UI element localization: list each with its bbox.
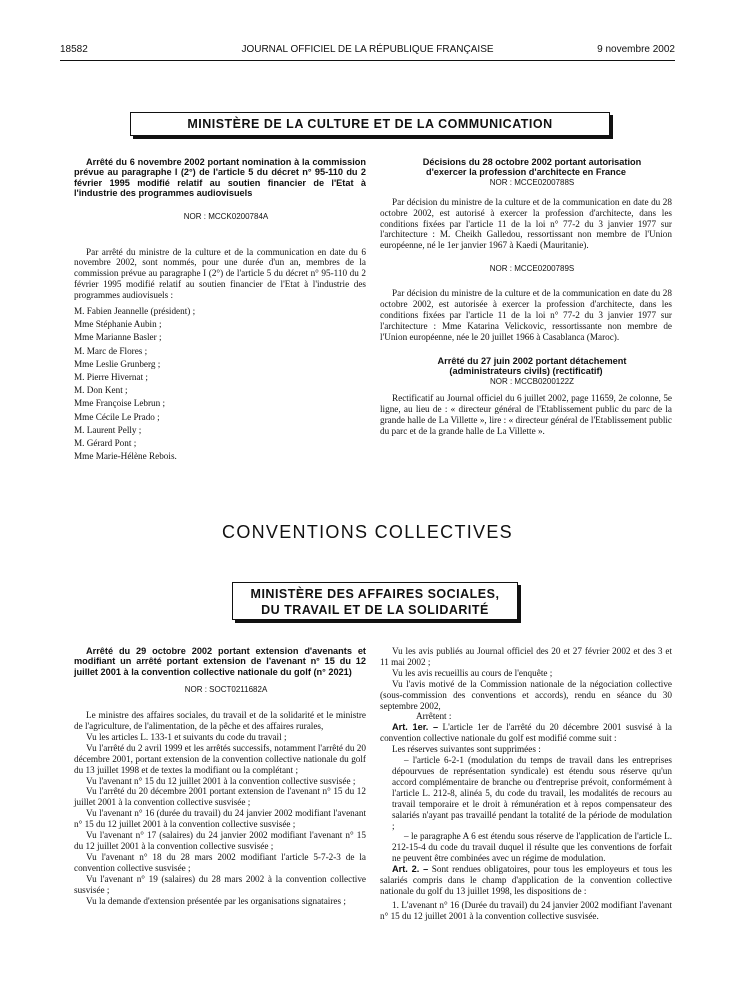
reserve-item: – le paragraphe A 6 est étendu sous réserve de l'application de l'article L. 212-15-4 du code du travail duquel il résulte que les conventions de forfait ne peuvent être combinées avec un régime de modulation. (392, 831, 672, 864)
visa-paragraph: Le ministre des affaires sociales, du travail et de la solidarité et le ministre de l'agriculture, de l'alimentation, de la pêche et des affaires rurales, (74, 710, 366, 732)
article-1-label: Art. 1er. – (392, 722, 439, 733)
nor-reference: NOR : MCCE0200789S (489, 264, 575, 274)
visa-paragraph: Vu l'avenant n° 16 (durée du travail) du 24 janvier 2002 modifiant l'avenant n° 15 du 12 juillet 2001 à la convention collective susvisée ; (74, 808, 366, 830)
visa-paragraph: Vu l'avenant n° 15 du 12 juillet 2001 à la convention collective susvisée ; (86, 775, 356, 786)
decree-title-extension: Arrêté du 29 octobre 2002 portant extension d'avenants et modifiant un arrêté portant extension de l'avenant n° 15 du 12 juillet 2001 à la convention collective nationale du golf (n° 2021) (74, 646, 366, 677)
visa-paragraph: Vu les avis publiés au Journal officiel des 20 et 27 février 2002 et des 3 et 11 mai 2002 ; (380, 646, 672, 667)
extended-item: 1. L'avenant n° 16 (Durée du travail) du 24 janvier 2002 modifiant l'avenant n° 15 du 12 juillet 2001 à la convention collective susvisée. (380, 899, 672, 921)
article-2-text: Sont rendues obligatoires, pour tous les employeurs et tous les salariés compris dans le champ d'application de la convention collective nationale du golf du 13 juillet 1998, les dispositions de : (380, 864, 673, 896)
member-name: Mme Marie-Hélène Rebois. (74, 451, 177, 462)
member-name: Mme Stéphanie Aubin ; (74, 319, 162, 330)
decision-title-architecte: Décisions du 28 octobre 2002 portant autorisation d'exercer la profession d'architecte en France (422, 157, 642, 178)
member-name: Mme Françoise Lebrun ; (74, 398, 166, 409)
decree-intro: Par arrêté du ministre de la culture et de la communication en date du 6 novembre 2002, sont nommés, pour une durée d'un an, membres de la commission prévue au paragraphe I (2°) de l'article 5 du décret n° 95-110 du 2 février 1995 modifié relatif au soutien financier de l'Etat à l'industrie des programmes audiovisuels : (74, 246, 366, 301)
ministry-social-line: DU TRAVAIL ET DE LA SOLIDARITÉ (261, 603, 489, 617)
left-column-social (74, 646, 366, 906)
visa-paragraph: Vu les articles L. 133-1 et suivants du code du travail ; (86, 731, 287, 742)
nor-reference: NOR : SOCT0211682A (184, 685, 268, 695)
visa-paragraph: Vu l'arrêté du 20 décembre 2001 portant extension de l'avenant n° 15 du 12 juillet 2001 à la convention collective susvisée ; (74, 786, 366, 808)
member-name: M. Marc de Flores ; (74, 345, 148, 356)
visa-paragraph: Vu l'arrêté du 2 avril 1999 et les arrêtés successifs, notamment l'arrêté du 20 décembre 2001, portant extension de la convention collective nationale du golf du 13 juillet 1998 et de textes la modifiant ou la complétant ; (74, 742, 366, 775)
member-name: M. Laurent Pelly ; (74, 424, 142, 435)
article-1-text: L'article 1er de l'arrêté du 20 décembre 2001 susvisé à la convention collective nationale du golf est modifié comme suit : (380, 722, 672, 744)
visa-paragraph: Vu les avis recueillis au cours de l'enquête ; (392, 667, 553, 678)
left-column-culture (74, 157, 366, 464)
member-name: M. Don Kent ; (74, 385, 128, 396)
ministry-culture-title: MINISTÈRE DE LA CULTURE ET DE LA COMMUNICATION (187, 117, 553, 131)
member-name: Mme Marianne Basler ; (74, 332, 162, 343)
ministry-social-box (232, 582, 518, 620)
visa-paragraph: Vu l'avenant n° 19 (salaires) du 28 mars 2002 à la convention collective susvisée ; (74, 873, 366, 895)
decision-paragraph: Par décision du ministre de la culture et de la communication en date du 28 octobre 2002, est autorisé à exercer la profession d'architecte, dans les conditions fixées par l'article 11 de la loi n° 77-2 du 3 janvier 1977 sur l'architecture : M. Cheikh Galledou, ressortissant non membre de l'Union européenne, né le 1er janvier 1967 à Kaedi (Mauritanie). (380, 196, 672, 251)
nor-reference: NOR : MCCB0200122Z (489, 376, 575, 386)
right-column-social (380, 646, 672, 922)
member-name: M. Gérard Pont ; (74, 438, 137, 449)
reserve-item: – l'article 6-2-1 (modulation du temps de travail dans les entreprises dépourvues de représentation syndicale) est étendu sous réserve qu'un accord complémentaire de branche ou d'entreprise prévoit, conformément à l'article L. 212-8, alinéa 5, du code du travail, les modalités de recours au travail temporaire et le droit à rémunération et à repos compensateur des salariés n'ayant pas travaillé pendant la totalité de la période de modulation ; (392, 755, 672, 831)
page-number: 18582 (60, 44, 88, 55)
member-name: Mme Leslie Grunberg ; (74, 358, 161, 369)
nor-reference: NOR : MCCE0200788S (489, 177, 575, 187)
members-list (74, 305, 366, 463)
ministry-social-line: MINISTÈRE DES AFFAIRES SOCIALES, (250, 587, 500, 601)
page-header (60, 44, 675, 58)
decision-paragraph: Par décision du ministre de la culture et de la communication en date du 28 octobre 2002, est autorisée à exercer la profession d'architecte, dans les conditions fixées par l'article 11 de la loi n° 77-2 du 3 janvier 1977 sur l'architecture : Mme Katarina Velickovic, ressortissante non membre de l'Union européenne, née le 20 juillet 1966 à Casablanca (Maroc). (380, 288, 672, 342)
reserves-line: Les réserves suivantes sont supprimées : (392, 744, 541, 755)
nor-reference: NOR : MCCK0200784A (183, 211, 269, 221)
decree-title-nomination: Arrêté du 6 novembre 2002 portant nomination à la commission prévue au paragraphe I (2°) de l'article 5 du décret n° 95-110 du 2 février 1995 modifié relatif au soutien financier de l'Etat à l'industrie des programmes audiovisuels (74, 157, 366, 199)
visa-paragraph: Vu l'avenant n° 17 (salaires) du 24 janvier 2002 modifiant l'avenant n° 15 du 12 juillet 2001 à la convention collective susvisée ; (74, 830, 366, 851)
journal-title: JOURNAL OFFICIEL DE LA RÉPUBLIQUE FRANÇAISE (241, 44, 494, 55)
rectificatif-paragraph: Rectificatif au Journal officiel du 6 juillet 2002, page 11659, 2e colonne, 5e ligne, au lieu de : « directeur général de l'Etablissement public du parc de la grande halle de La Villette », lire : « directeur général de l'Etablissement public du parc et de la grande halle de La Villette ». (380, 393, 672, 437)
visa-paragraph: Vu l'avis motivé de la Commission nationale de la négociation collective (sous-commission des conventions et accords), rendu en séance du 30 septembre 2002, (380, 678, 672, 711)
decree-title-detachement: Arrêté du 27 juin 2002 portant détachement (administrateurs civils) (rectificatif) (437, 355, 627, 377)
visa-paragraph: Vu la demande d'extension présentée par les organisations signataires ; (86, 895, 346, 906)
member-name: M. Fabien Jeannelle (président) ; (74, 306, 196, 317)
ministry-culture-box (130, 112, 610, 136)
member-name: Mme Cécile Le Prado ; (74, 411, 160, 422)
right-column-culture (380, 157, 672, 437)
visa-paragraph: Vu l'avenant n° 18 du 28 mars 2002 modifiant l'article 5-7-2-3 de la convention collective susvisée ; (74, 851, 366, 873)
issue-date: 9 novembre 2002 (597, 44, 675, 55)
header-rule (60, 60, 675, 61)
article-2-label: Art. 2. – (392, 864, 429, 875)
section-title: CONVENTIONS COLLECTIVES (222, 522, 513, 542)
member-name: M. Pierre Hivernat ; (74, 372, 148, 383)
arretent-line: Arrêtent : (416, 711, 452, 722)
